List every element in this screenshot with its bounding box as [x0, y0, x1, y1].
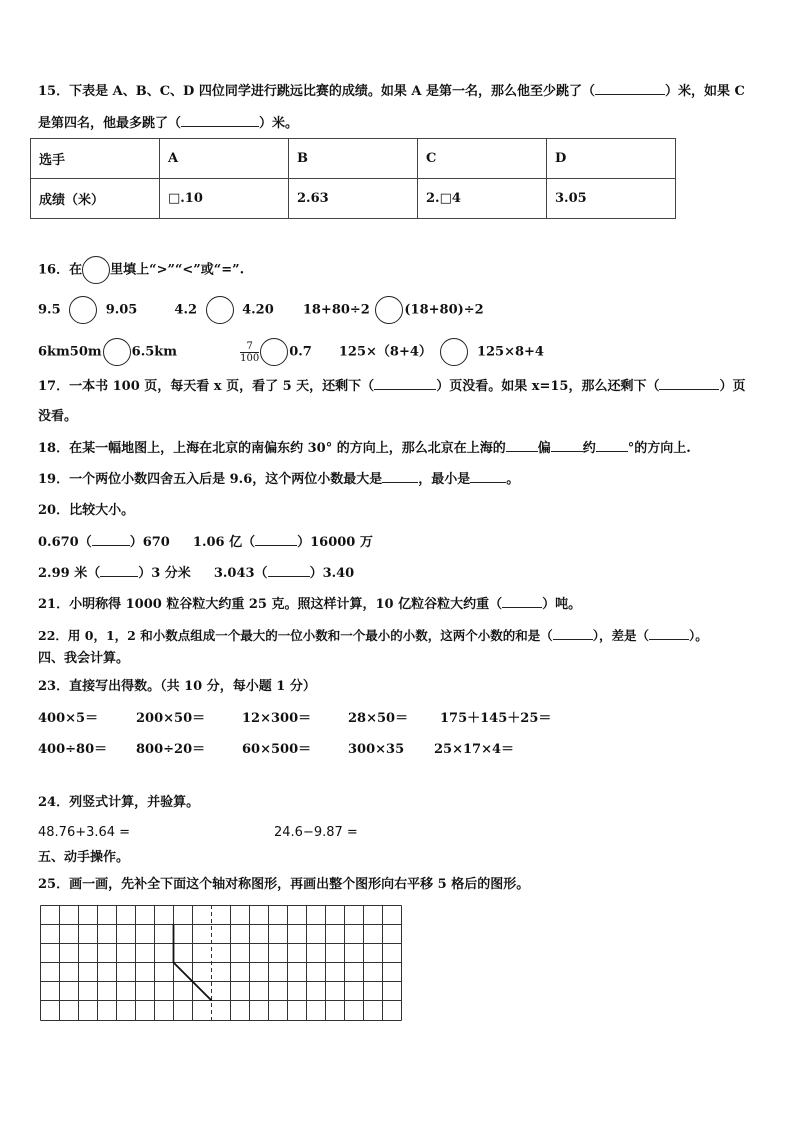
calc-item: 25×17×4＝	[434, 742, 515, 757]
q15-text-a: 15．下表是 A、B、C、D 四位同学进行跳远比赛的成绩。如果 A 是第一名，那么他至少跳了（	[38, 84, 595, 99]
q15-text-b: ）米，如果 C	[664, 84, 745, 99]
table-cell: 2.63	[289, 179, 418, 219]
q16-value: 125×（8+4）	[338, 344, 432, 360]
compare-circle[interactable]	[260, 338, 288, 366]
compare-circle[interactable]	[375, 296, 403, 324]
q23-title: 23．直接写出得数。（共 10 分，每小题 1 分）	[38, 679, 316, 694]
table-cell: 成绩（米）	[31, 179, 160, 219]
q15-text-c: 是第四名，他最多跳了（	[38, 116, 182, 131]
q23-row2	[38, 741, 514, 759]
q22-blank-2[interactable]	[649, 627, 689, 640]
q19-line	[38, 470, 519, 489]
table-cell: 3.05	[547, 179, 676, 219]
calc-item: 12×300＝	[242, 711, 312, 726]
q20-text: 3.043（	[213, 566, 268, 581]
q16-value: 9.05	[105, 302, 138, 318]
q18-text-b: 偏	[537, 441, 551, 456]
calc-item: 800÷20＝	[136, 742, 206, 757]
q16-title	[38, 256, 244, 284]
q15-line1	[38, 82, 745, 101]
q16-value: 4.20	[242, 302, 274, 318]
compare-circle[interactable]	[206, 296, 234, 324]
compare-circle[interactable]	[103, 338, 131, 366]
q20-text: ）3.40	[309, 566, 355, 581]
q24-exprs	[38, 824, 358, 842]
q15-text-d: ）米。	[259, 116, 299, 131]
q16-value: 0.7	[289, 344, 312, 360]
q19-text-b: ，最小是	[418, 472, 471, 487]
q25-title: 25．画一画，先补全下面这个轴对称图形，再画出整个图形向右平移 5 格后的图形。	[38, 877, 530, 892]
q16-title-b: 里填上“>”“<”或“=”.	[110, 262, 245, 278]
calc-item: 400÷80＝	[38, 742, 108, 757]
q22-blank-1[interactable]	[553, 627, 593, 640]
q19-blank-1[interactable]	[382, 470, 418, 483]
section-4-heading: 四、我会计算。	[38, 651, 130, 666]
calc-item: 300×35	[348, 742, 405, 757]
q18-line	[38, 439, 691, 458]
q16-title-a: 16．在	[38, 262, 83, 278]
calc-item: 28×50＝	[348, 711, 409, 726]
q17-blank-1[interactable]	[374, 377, 436, 390]
q16-value: 18+80÷2	[302, 302, 370, 318]
compare-circle	[82, 256, 110, 284]
q15-blank-1[interactable]	[595, 82, 665, 95]
q20-row2	[38, 564, 354, 583]
q16-value: 6.5km	[131, 344, 178, 360]
table-header-row	[31, 139, 676, 179]
q23-row1	[38, 710, 551, 728]
q22-line	[38, 627, 708, 645]
q19-text-c: 。	[506, 472, 520, 487]
q20-blank[interactable]	[268, 564, 310, 577]
q20-text: ）16000 万	[297, 535, 373, 550]
q18-text-d: °的方向上.	[627, 441, 691, 456]
calc-item: 400×5＝	[38, 711, 99, 726]
calc-item: 60×500＝	[242, 742, 312, 757]
q20-text: 2.99 米（	[38, 566, 101, 581]
q24-expr-1: 48.76+3.64 =	[38, 825, 131, 840]
table-cell: 2.□4	[418, 179, 547, 219]
table-cell: B	[289, 139, 418, 179]
q22-text-c: ）。	[688, 628, 708, 643]
q20-text: 0.670（	[38, 535, 92, 550]
q18-text-c: 约	[582, 441, 596, 456]
table-cell: D	[547, 139, 676, 179]
q17-line1	[38, 377, 745, 396]
q24-expr-2: 24.6−9.87 =	[274, 825, 358, 840]
q20-blank[interactable]	[255, 533, 297, 546]
q21-text-a: 21．小明称得 1000 粒谷粒大约重 25 克。照这样计算，10 亿粒谷粒大约重（	[38, 597, 503, 612]
q16-value: 4.2	[174, 302, 198, 318]
q20-row1	[38, 533, 373, 552]
compare-circle[interactable]	[69, 296, 97, 324]
table-cell: A	[160, 139, 289, 179]
table-row	[31, 179, 676, 219]
q20-text: ）3 分米	[138, 566, 191, 581]
q20-text: 1.06 亿（	[192, 535, 256, 550]
q19-text-a: 19．一个两位小数四舍五入后是 9.6，这个两位小数最大是	[38, 472, 383, 487]
table-cell: 选手	[31, 139, 160, 179]
q22-text-b: ），差是（	[592, 628, 649, 643]
section-5-heading: 五、动手操作。	[38, 850, 130, 865]
table-cell: C	[418, 139, 547, 179]
q16-value: (18+80)÷2	[404, 302, 484, 318]
score-table	[30, 138, 676, 219]
fraction	[240, 341, 259, 364]
q22-text-a: 22．用 0，1，2 和小数点组成一个最大的一位小数和一个最小的小数，这两个小数的和是（	[38, 628, 553, 643]
q16-value: 6km50m	[38, 344, 102, 360]
q18-blank-2[interactable]	[551, 439, 583, 452]
q17-blank-2[interactable]	[659, 377, 719, 390]
q16-row2	[38, 338, 544, 366]
q18-blank-1[interactable]	[506, 439, 538, 452]
calc-item: 200×50＝	[136, 711, 206, 726]
q20-text: ）670	[129, 535, 170, 550]
fraction-numerator: 7	[240, 341, 259, 353]
q18-blank-3[interactable]	[596, 439, 628, 452]
table-cell: □.10	[160, 179, 289, 219]
q15-blank-2[interactable]	[181, 114, 259, 127]
q17-text-c: ）页	[719, 379, 746, 394]
q20-blank[interactable]	[92, 533, 130, 546]
q20-blank[interactable]	[100, 564, 138, 577]
calc-item: 175＋145＋25＝	[440, 711, 552, 726]
q17-line2: 没看。	[38, 409, 78, 424]
drawing-grid[interactable]	[40, 905, 402, 1021]
grid-lines	[41, 906, 402, 1021]
q15-line2	[38, 114, 298, 133]
q17-text-b: ）页没看。如果 x=15，那么还剩下（	[436, 379, 660, 394]
q20-title: 20．比较大小。	[38, 503, 135, 518]
q21-text-b: ）吨。	[542, 597, 582, 612]
q16-value: 9.5	[38, 302, 61, 318]
q19-blank-2[interactable]	[470, 470, 506, 483]
q17-text-a: 17．一本书 100 页，每天看 x 页，看了 5 天，还剩下（	[38, 379, 375, 394]
q21-line	[38, 595, 581, 614]
q16-row1	[38, 296, 484, 324]
q24-title: 24．列竖式计算，并验算。	[38, 795, 200, 810]
q16-value: 125×8+4	[476, 344, 544, 360]
fraction-denominator: 100	[240, 352, 260, 364]
q18-text-a: 18．在某一幅地图上，上海在北京的南偏东约 30° 的方向上，那么北京在上海的	[38, 441, 506, 456]
compare-circle[interactable]	[440, 338, 468, 366]
q21-blank[interactable]	[502, 595, 542, 608]
